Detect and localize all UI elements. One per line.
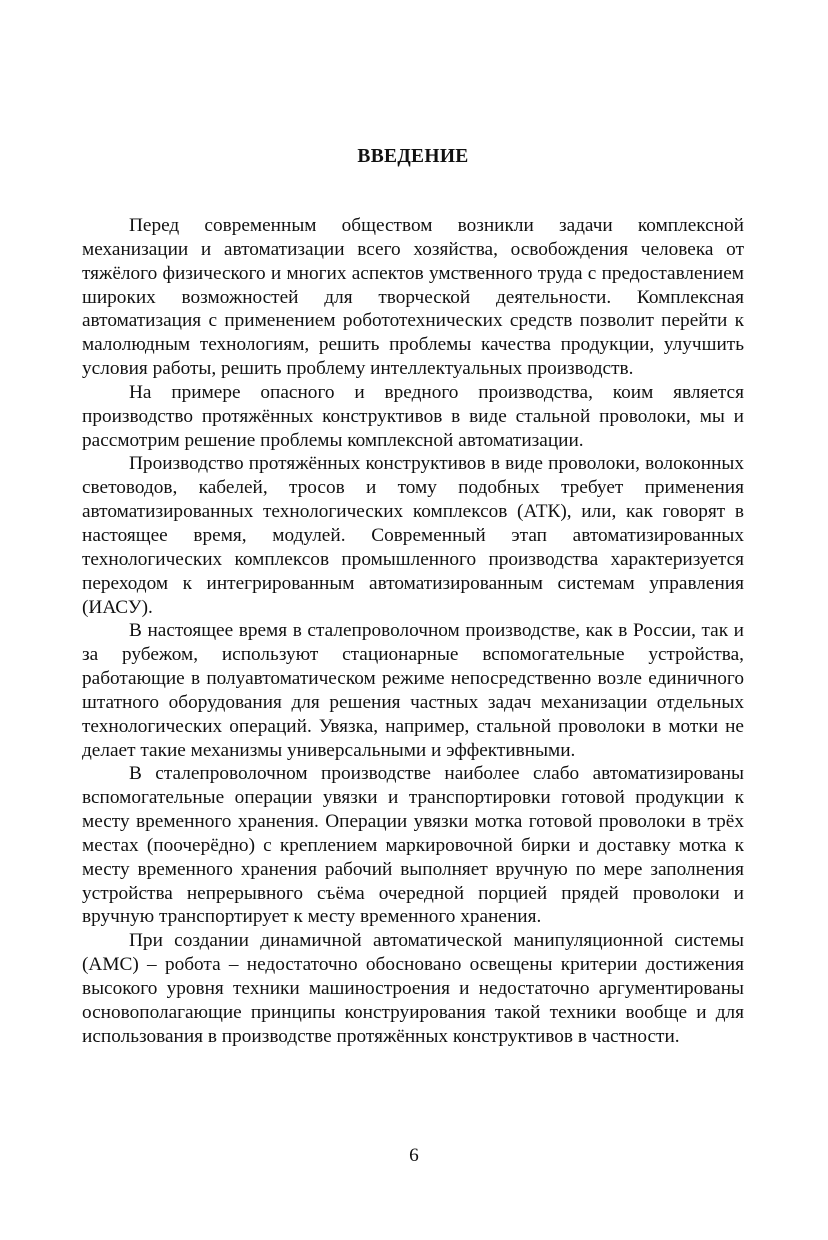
paragraph-2: На примере опасного и вредного производства, коим является производство протяжённых конструктивов в виде стальной проволоки, мы и рассмотрим решение проблемы комплексной автоматизации. xyxy=(82,381,744,451)
paragraph-6: При создании динамичной автоматической манипуляционной системы (АМС) – робота – недостаточно обосновано освещены критерии достижения высокого уровня техники машиностроения и недостаточно аргументированы основополагающие принципы конструирования такой техники вообще и для использования в производстве протяжённых конструктивов в частности. xyxy=(82,930,744,1047)
document-page xyxy=(82,142,744,1049)
paragraph-1: Перед современным обществом возникли задачи комплексной механизации и автоматизации всего хозяйства, освобождения человека от тяжёлого физического и многих аспектов умственного труда с предоставлением широких возможностей для творческой деятельности. Комплексная автоматизация с применением робототехнических средств позволит перейти к малолюдным технологиям, решить проблемы качества продукции, улучшить условия работы, решить проблему интеллектуальных производств. xyxy=(82,215,744,380)
paragraph-4: В настоящее время в сталепроволочном производстве, как в России, так и за рубежом, используют стационарные вспомогательные устройства, работающие в полуавтоматическом режиме непосредственно возле единичного штатного оборудования для решения частных задач механизации отдельных технологических операций. Увязка, например, стальной проволоки в мотки не делает такие механизмы универсальными и эффективными. xyxy=(82,620,744,761)
section-title: ВВЕДЕНИЕ xyxy=(357,146,469,167)
page-number: 6 xyxy=(409,1145,419,1166)
paragraph-3: Производство протяжённых конструктивов в виде проволоки, волоконных световодов, кабелей, тросов и тому подобных требует применения автоматизированных технологических комплексов (АТК), или, как говорят в настоящее время, модулей. Современный этап автоматизированных технологических комплексов промышленного производства характеризуется переходом к интегрированным автоматизированным системам управления (ИАСУ). xyxy=(82,453,744,618)
paragraph-5: В сталепроволочном производстве наиболее слабо автоматизированы вспомогательные операции увязки и транспортировки готовой продукции к месту временного хранения. Операции увязки мотка готовой проволоки в трёх местах (поочерёдно) с креплением маркировочной бирки и доставку мотка к месту временного хранения рабочий выполняет вручную по мере заполнения устройства непрерывного съёма очередной порцией прядей проволоки и вручную транспортирует к месту временного хранения. xyxy=(82,763,744,928)
